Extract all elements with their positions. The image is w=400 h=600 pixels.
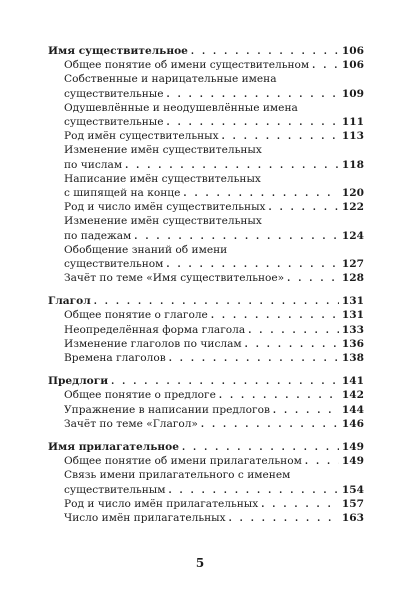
entry-page-number: 163 xyxy=(341,511,364,524)
entry-line xyxy=(64,158,364,173)
entry-line xyxy=(64,271,364,286)
toc-entry xyxy=(48,172,364,200)
entry-line xyxy=(64,511,364,526)
entry-line xyxy=(64,186,364,201)
toc-entry xyxy=(48,351,364,365)
section-page-number: 131 xyxy=(341,295,364,308)
entry-title: Общее понятие об имени прилагательном xyxy=(64,455,302,468)
dot-leader xyxy=(134,230,339,244)
dot-leader xyxy=(166,258,338,272)
section-title: Глагол xyxy=(48,295,91,308)
page-number: 5 xyxy=(195,556,205,570)
entry-page-number: 118 xyxy=(341,158,364,171)
dot-leader xyxy=(167,116,339,130)
entry-title-line: Связь имени прилагательного с именем xyxy=(64,469,291,482)
dot-leader xyxy=(305,455,339,469)
section-title: Имя прилагательное xyxy=(48,440,179,453)
entry-line xyxy=(64,308,364,323)
section-line xyxy=(48,374,364,389)
section-line xyxy=(48,44,364,59)
section-line xyxy=(48,294,364,309)
dot-leader xyxy=(269,201,339,215)
section-heading xyxy=(48,440,364,454)
entry-line xyxy=(64,229,364,244)
entry-page-number: 157 xyxy=(341,497,364,510)
entry-title-line: Изменение имён существительных xyxy=(64,215,262,228)
entry-page-number: 154 xyxy=(341,483,364,496)
toc-entry xyxy=(48,200,364,214)
entry-line xyxy=(64,497,364,512)
dot-leader xyxy=(167,88,339,102)
section-title: Имя существительное xyxy=(48,45,188,57)
entry-line xyxy=(64,87,364,102)
entry-page-number: 106 xyxy=(341,59,364,72)
entry-title: Род имён существительных xyxy=(64,130,219,143)
toc-entry xyxy=(48,454,364,468)
entry-page-number: 138 xyxy=(341,352,364,365)
dot-leader xyxy=(191,45,339,59)
entry-line xyxy=(64,200,364,215)
toc-entry xyxy=(48,323,364,337)
dot-leader xyxy=(261,498,339,512)
dot-leader xyxy=(287,272,339,286)
entry-line xyxy=(64,257,364,272)
entry-title: Упражнение в написании предлогов xyxy=(64,403,270,416)
entry-page-number: 133 xyxy=(341,323,364,336)
section-gap xyxy=(48,285,364,294)
entry-title-line: Написание имён существительных xyxy=(64,172,261,185)
section-page-number: 106 xyxy=(341,45,364,57)
entry-line xyxy=(64,129,364,144)
dot-leader xyxy=(169,352,339,366)
section-gap xyxy=(48,365,364,374)
section-page-number: 149 xyxy=(341,440,364,453)
entry-page-number: 149 xyxy=(341,455,364,468)
toc-entry xyxy=(48,72,364,100)
toc-entry xyxy=(48,337,364,351)
dot-leader xyxy=(312,59,339,73)
toc-entry xyxy=(48,417,364,431)
entry-line xyxy=(64,323,364,338)
entry-page-number: 146 xyxy=(341,417,364,430)
entry-title-line: Изменение имён существительных xyxy=(64,144,262,157)
dot-leader xyxy=(248,324,339,338)
section-gap xyxy=(48,431,364,440)
entry-title-line: по падежам xyxy=(64,229,132,242)
entry-line xyxy=(64,388,364,403)
section-title: Предлоги xyxy=(48,375,109,388)
entry-line xyxy=(64,337,364,352)
toc-entry xyxy=(48,271,364,285)
table-of-contents xyxy=(48,44,364,525)
entry-page-number: 127 xyxy=(341,257,364,270)
dot-leader xyxy=(182,441,339,455)
dot-leader xyxy=(229,512,339,526)
toc-entry xyxy=(48,243,364,271)
entry-title: Зачёт по теме «Глагол» xyxy=(64,417,198,430)
entry-title: Род и число имён существительных xyxy=(64,201,266,214)
entry-title: Общее понятие о предлоге xyxy=(64,389,216,402)
toc-entry xyxy=(48,58,364,72)
entry-page-number: 128 xyxy=(341,272,364,285)
entry-title-line: Собственные и нарицательные имена xyxy=(64,73,277,86)
entry-title-line: по числам xyxy=(64,158,123,171)
entry-page-number: 124 xyxy=(341,229,364,242)
dot-leader xyxy=(219,389,339,403)
dot-leader xyxy=(125,159,339,173)
section-heading xyxy=(48,294,364,308)
entry-page-number: 120 xyxy=(341,186,364,199)
section-heading xyxy=(48,44,364,58)
entry-title-line: Обобщение знаний об имени xyxy=(64,243,228,256)
entry-title-line: Одушевлённые и неодушевлённые имена xyxy=(64,101,298,114)
entry-page-number: 136 xyxy=(341,337,364,350)
entry-title: Времена глаголов xyxy=(64,352,166,365)
entry-line xyxy=(64,351,364,366)
entry-title-line: существительным xyxy=(64,483,166,496)
entry-line xyxy=(64,58,364,73)
dot-leader xyxy=(183,187,338,201)
entry-title: Изменение глаголов по числам xyxy=(64,337,242,350)
dot-leader xyxy=(111,375,339,389)
entry-title: Неопределённая форма глагола xyxy=(64,323,246,336)
entry-title: Общее понятие о глаголе xyxy=(64,309,208,322)
toc-entry xyxy=(48,129,364,143)
entry-page-number: 131 xyxy=(341,309,364,322)
entry-page-number: 113 xyxy=(341,130,364,143)
entry-title-line: существительном xyxy=(64,257,164,270)
entry-page-number: 122 xyxy=(341,201,364,214)
entry-line xyxy=(64,403,364,418)
entry-title-line: существительные xyxy=(64,115,164,128)
entry-title: Число имён прилагательных xyxy=(64,511,226,524)
dot-leader xyxy=(222,130,339,144)
toc-entry xyxy=(48,308,364,322)
entry-title: Общее понятие об имени существительном xyxy=(64,59,310,72)
entry-title: Зачёт по теме «Имя существительное» xyxy=(64,272,285,285)
section-heading xyxy=(48,374,364,388)
section-line xyxy=(48,440,364,455)
toc-entry xyxy=(48,403,364,417)
entry-page-number: 142 xyxy=(341,389,364,402)
entry-title-line: с шипящей на конце xyxy=(64,186,181,199)
entry-page-number: 111 xyxy=(341,115,364,128)
toc-entry xyxy=(48,101,364,129)
toc-entry xyxy=(48,468,364,496)
dot-leader xyxy=(94,295,339,309)
entry-title-line: существительные xyxy=(64,87,164,100)
toc-entry xyxy=(48,143,364,171)
entry-page-number: 109 xyxy=(341,87,364,100)
entry-line xyxy=(64,417,364,432)
toc-entry xyxy=(48,497,364,511)
dot-leader xyxy=(245,338,339,352)
dot-leader xyxy=(211,309,339,323)
entry-title: Род и число имён прилагательных xyxy=(64,497,259,510)
entry-page-number: 144 xyxy=(341,403,364,416)
dot-leader xyxy=(201,418,339,432)
toc-entry xyxy=(48,388,364,402)
dot-leader xyxy=(273,404,339,418)
dot-leader xyxy=(168,484,338,498)
section-page-number: 141 xyxy=(341,375,364,388)
entry-line xyxy=(64,115,364,130)
toc-entry xyxy=(48,511,364,525)
entry-line xyxy=(64,483,364,498)
toc-entry xyxy=(48,214,364,242)
entry-line xyxy=(64,454,364,469)
